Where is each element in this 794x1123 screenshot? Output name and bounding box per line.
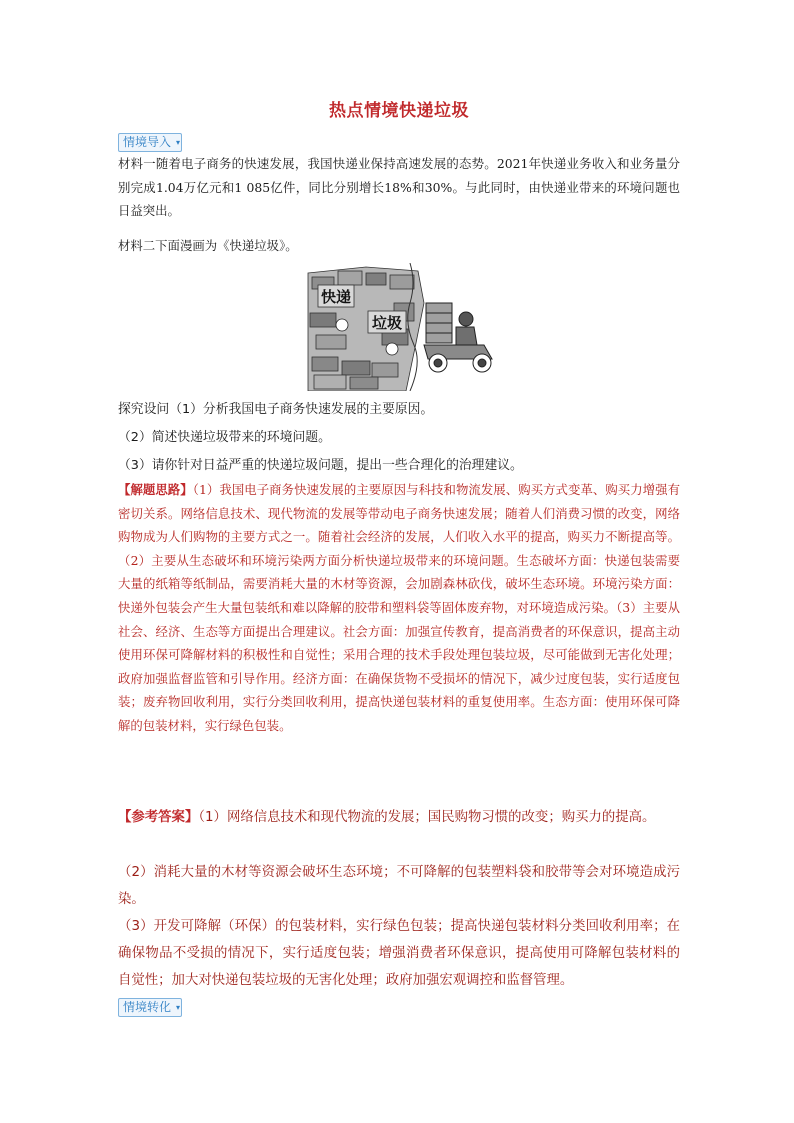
question-3: （3）请你针对日益严重的快递垃圾问题，提出一些合理化的治理建议。: [118, 458, 523, 473]
answer-1-text: （1）网络信息技术和现代物流的发展；国民购物习惯的改变；购买力的提高。: [198, 810, 656, 825]
comic-illustration: [306, 263, 498, 391]
analysis-label: 【解题思路】: [118, 482, 193, 497]
tag-label: 情境导入: [123, 135, 172, 149]
question-1: [118, 398, 680, 422]
comic-label-bottom: 垃圾: [371, 314, 403, 332]
chevron-down-icon: ▾: [176, 1003, 181, 1012]
answer-3: （3）开发可降解（环保）的包装材料，实行绿色包装；提高快递包装材料分类回收利用率；在确保物品不受损的情况下，实行适度包装；增强消费者环保意识，提高使用可降解包装材料的自觉性；加大对快递包装垃圾的无害化处理；政府加强宏观调控和监督管理。: [118, 919, 680, 988]
page-title: 热点情境快递垃圾: [329, 101, 469, 121]
comic-label-top: 快递: [320, 288, 352, 306]
answer-2: （2）消耗大量的木材等资源会破坏生态环境；不可降解的包装塑料袋和胶带等会对环境造成污染。: [118, 865, 680, 907]
section-tag-transform: [118, 998, 182, 1017]
analysis-block: [118, 478, 680, 738]
question-1-text: （1）分析我国电子商务快速发展的主要原因。: [169, 402, 434, 417]
person-face: [336, 319, 348, 331]
material-one: 材料一随着电子商务的快速发展，我国快递业保持高速发展的态势。2021年快递业务收入和业务量分别完成1.04万亿元和1 085亿件，同比分别增长18%和30%。与此同时，由快递业带来的环境问题也日益突出。: [118, 156, 680, 218]
tag-label: 情境转化: [123, 1000, 172, 1014]
question-prefix: 探究设问: [118, 402, 170, 417]
analysis-text: （1）我国电子商务快速发展的主要原因与科技和物流发展、购买方式变革、购买力增强有密切关系。网络信息技术、现代物流的发展等带动电子商务快速发展；随着人们消费习惯的改变，网络购物成为人们购物的主要方式之一。随着社会经济的发展，人们收入水平的提高，购买力不断提高等。（2）主要从生态破坏和环境污染两方面分析快递垃圾带来的环境问题。生态破坏方面：快递包装需要大量的纸箱等纸制品，需要消耗大量的木材等资源，会加剧森林砍伐，破坏生态环境。环境污染方面：快递外包装会产生大量包装纸和难以降解的胶带和塑料袋等固体废弃物，对环境造成污染。（3）主要从社会、经济、生态等方面提出合理建议。社会方面：加强宣传教育，提高消费者的环保意识，提高主动使用环保可降解材料的积极性和自觉性；采用合理的技术手段处理包装垃圾，尽可能做到无害化处理；政府加强监督监管和引导作用。经济方面：在确保货物不受损坏的情况下，减少过度包装，实行适度包装；废弃物回收利用，实行分类回收利用，提高快递包装材料的重复使用率。生态方面：使用环保可降解的包装材料，实行绿色包装。: [118, 482, 681, 733]
answer-label: 【参考答案】: [118, 810, 199, 825]
section-tag-intro: [118, 133, 182, 152]
person-face: [386, 343, 398, 355]
material-two: 材料二下面漫画为《快递垃圾》。: [118, 238, 298, 253]
chevron-down-icon: ▾: [176, 138, 181, 147]
answer-block-1: [118, 804, 680, 831]
question-2: （2）简述快递垃圾带来的环境问题。: [118, 430, 331, 445]
